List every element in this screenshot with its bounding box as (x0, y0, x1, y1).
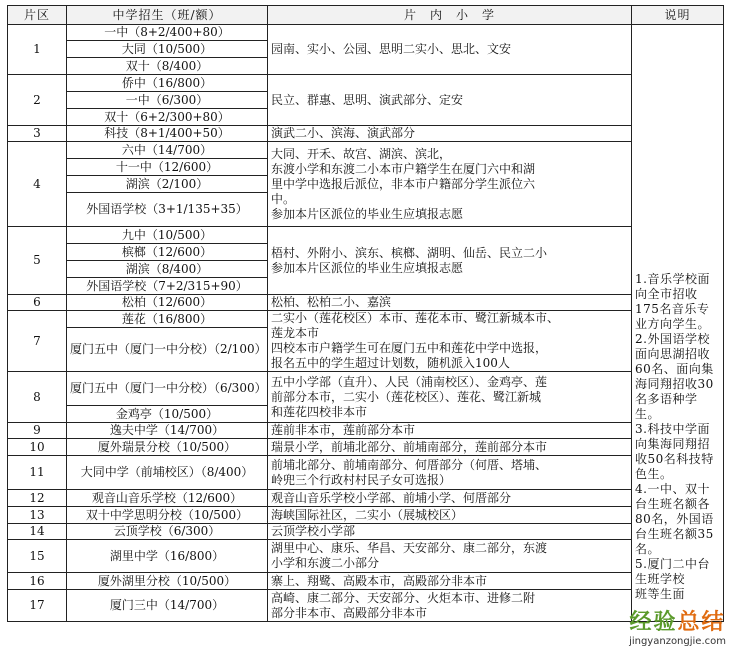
note-item: 班等生面 (635, 587, 686, 601)
table-row (8, 590, 724, 622)
primary-schools-line: 东渡小学和东渡二小本市户籍学生在厦门六中和湖 (271, 161, 536, 176)
school-quota-cell: 松柏（12/600） (67, 295, 268, 311)
area-number-cell: 14 (8, 524, 67, 540)
primary-schools-cell (268, 573, 632, 590)
school-quota-cell: 湖滨（8/400） (67, 261, 268, 278)
table-row (8, 524, 724, 540)
table-row (8, 507, 724, 524)
table-row (8, 142, 724, 159)
school-quota-cell: 观音山音乐学校（12/600） (67, 490, 268, 507)
school-quota-cell: 十一中（12/600） (67, 159, 268, 176)
table-row (8, 423, 724, 439)
primary-schools-cell (268, 490, 632, 507)
school-quota-cell: 厦门五中（厦门一中分校）（6/300） (67, 372, 268, 406)
primary-schools-cell (268, 25, 632, 75)
primary-schools-line: 小学和东渡二小部分 (271, 556, 380, 570)
school-quota-cell: 厦外瑞景分校（10/500） (67, 439, 268, 456)
primary-schools-line: 部分非本市、高殿部分非本市 (271, 605, 428, 620)
primary-schools-line: 园南、实小、公园、思明二实小、思北、文安 (271, 42, 512, 56)
area-number-cell: 3 (8, 126, 67, 142)
table-row (8, 573, 724, 590)
admission-table (7, 5, 724, 622)
table-row (8, 227, 724, 244)
header-primary: 片 内 小 学 (268, 6, 632, 25)
area-number-cell: 13 (8, 507, 67, 524)
school-quota-cell: 金鸡亭（10/500） (67, 406, 268, 423)
table-row (8, 439, 724, 456)
school-quota-cell: 厦门五中（厦门一中分校）（2/100） (67, 328, 268, 372)
primary-schools-line: 松柏、松柏二小、嘉滨 (271, 295, 392, 309)
primary-schools-line: 云顶学校小学部 (271, 524, 356, 538)
table-row (8, 126, 724, 142)
note-item: 3.科技中学面向集海同翔招收50名科技特色生。 (635, 422, 714, 481)
school-quota-cell: 厦外湖里分校（10/500） (67, 573, 268, 590)
primary-schools-cell (268, 439, 632, 456)
header-area: 片区 (8, 6, 67, 25)
primary-schools-cell (268, 142, 632, 227)
school-quota-cell: 厦门三中（14/700） (67, 590, 268, 622)
area-number-cell: 10 (8, 439, 67, 456)
school-quota-cell: 侨中（16/800） (67, 75, 268, 92)
primary-schools-line: 参加本片区派位的毕业生应填报志愿 (271, 206, 464, 221)
primary-schools-line: 二实小（莲花校区）本市、莲花本市、鹭江新城本市、 (271, 311, 560, 325)
watermark-logo (629, 605, 726, 647)
school-quota-cell: 双十（8/400） (67, 58, 268, 75)
area-number-cell: 8 (8, 372, 67, 423)
primary-schools-line: 瑞景小学，前埔北部分、前埔南部分，莲前部分本市 (271, 439, 548, 454)
table-row (8, 372, 724, 406)
watermark-brand-green: 经验 (629, 610, 678, 635)
primary-schools-cell (268, 311, 632, 372)
notes-cell (632, 25, 724, 622)
school-quota-cell: 云顶学校（6/300） (67, 524, 268, 540)
primary-schools-cell (268, 524, 632, 540)
primary-schools-cell (268, 540, 632, 573)
school-quota-cell: 双十（6+2/300+80） (67, 109, 268, 126)
note-item: 4.一中、双十台生班名额各80名，外国语台生班名额35名。 (635, 482, 714, 556)
primary-schools-line: 海峡国际社区，二实小（展城校区） (271, 507, 464, 522)
primary-schools-line: 五中小学部（直升）、人民（浦南校区）、金鸡亭、莲 (271, 374, 548, 389)
school-quota-cell: 大同中学（前埔校区）（8/400） (67, 456, 268, 490)
primary-schools-line: 中。 (271, 191, 296, 206)
watermark-url: jingyanzongjie.com (629, 636, 726, 647)
school-quota-cell: 一中（8+2/400+80） (67, 25, 268, 41)
school-quota-cell: 双十中学思明分校（10/500） (67, 507, 268, 524)
primary-schools-line: 和莲花四校非本市 (271, 404, 368, 419)
primary-schools-cell (268, 507, 632, 524)
table-row (8, 25, 724, 41)
table-row (8, 456, 724, 490)
primary-schools-line: 参加本片区派位的毕业生应填报志愿 (271, 260, 464, 275)
table-row (8, 295, 724, 311)
area-number-cell: 15 (8, 540, 67, 573)
header-note: 说明 (632, 6, 724, 25)
school-quota-cell: 九中（10/500） (67, 227, 268, 244)
primary-schools-line: 莲龙本市 (271, 326, 320, 340)
school-quota-cell: 一中（6/300） (67, 92, 268, 109)
note-item: 2.外国语学校面向思湖招收60名、面向集海同翔招收30名多语种学生。 (635, 332, 714, 421)
area-number-cell: 6 (8, 295, 67, 311)
primary-schools-line: 湖里中心、康乐、华昌、天安部分、康二部分，东渡 (271, 541, 548, 555)
primary-schools-line: 前部分本市，二实小（莲花校区）、莲花、鹭江新城 (271, 389, 542, 404)
primary-schools-cell (268, 372, 632, 423)
school-quota-cell: 外国语学校（3+1/135+35） (67, 193, 268, 227)
primary-schools-line: 大同、开禾、故宫、湖滨、滨北， (271, 146, 452, 161)
area-number-cell: 9 (8, 423, 67, 439)
primary-schools-line: 里中学中选报后派位，非本市户籍部分学生派位六 (271, 176, 536, 191)
primary-schools-line: 岭兜三个行政村村民子女可选报） (271, 472, 452, 487)
area-number-cell: 12 (8, 490, 67, 507)
primary-schools-line: 观音山音乐学校小学部、前埔小学、何厝部分 (271, 490, 512, 505)
school-quota-cell: 大同（10/500） (67, 41, 268, 58)
primary-schools-cell (268, 227, 632, 295)
primary-schools-line: 四校本市户籍学生可在厦门五中和莲花中学中选报， (271, 341, 548, 355)
table-body (8, 25, 724, 622)
primary-schools-cell (268, 590, 632, 622)
primary-schools-cell (268, 456, 632, 490)
area-number-cell: 5 (8, 227, 67, 295)
school-quota-cell: 湖里中学（16/800） (67, 540, 268, 573)
primary-schools-cell (268, 423, 632, 439)
school-quota-cell: 科技（8+1/400+50） (67, 126, 268, 142)
header-row (8, 6, 724, 25)
table-row (8, 311, 724, 328)
table-row (8, 490, 724, 507)
school-quota-cell: 六中（14/700） (67, 142, 268, 159)
primary-schools-cell (268, 295, 632, 311)
area-number-cell: 16 (8, 573, 67, 590)
primary-schools-cell (268, 75, 632, 126)
area-number-cell: 1 (8, 25, 67, 75)
primary-schools-line: 前埔北部分、前埔南部分、何厝部分（何厝、塔埔、 (271, 457, 548, 472)
watermark-brand-orange: 总结 (677, 610, 726, 635)
table-row (8, 75, 724, 92)
primary-schools-line: 演武二小、滨海、演武部分 (271, 126, 416, 140)
area-number-cell: 4 (8, 142, 67, 227)
header-school: 中学招生（班/额） (67, 6, 268, 25)
primary-schools-line: 梧村、外附小、滨东、槟榔、湖明、仙岳、民立二小 (271, 245, 548, 260)
note-item: 5.厦门二中台生班学校 (635, 557, 710, 586)
school-quota-cell: 莲花（16/800） (67, 311, 268, 328)
primary-schools-line: 民立、群惠、思明、演武部分、定安 (271, 92, 464, 107)
school-quota-cell: 槟榔（12/600） (67, 244, 268, 261)
school-quota-cell: 逸夫中学（14/700） (67, 423, 268, 439)
school-quota-cell: 外国语学校（7+2/315+90） (67, 278, 268, 295)
primary-schools-line: 寨上、翔鹭、高殿本市，高殿部分非本市 (271, 573, 488, 588)
area-number-cell: 2 (8, 75, 67, 126)
area-number-cell: 7 (8, 311, 67, 372)
primary-schools-line: 莲前非本市，莲前部分本市 (271, 423, 416, 437)
primary-schools-line: 报名五中的学生超过计划数，随机派入100人 (271, 356, 510, 370)
area-number-cell: 11 (8, 456, 67, 490)
note-item: 1.音乐学校面向全市招收175名音乐专业方向学生。 (635, 272, 711, 331)
school-quota-cell: 湖滨（2/100） (67, 176, 268, 193)
primary-schools-line: 高崎、康二部分、天安部分、火炬本市、进修二附 (271, 590, 536, 605)
primary-schools-cell (268, 126, 632, 142)
table-row (8, 540, 724, 573)
area-number-cell: 17 (8, 590, 67, 622)
